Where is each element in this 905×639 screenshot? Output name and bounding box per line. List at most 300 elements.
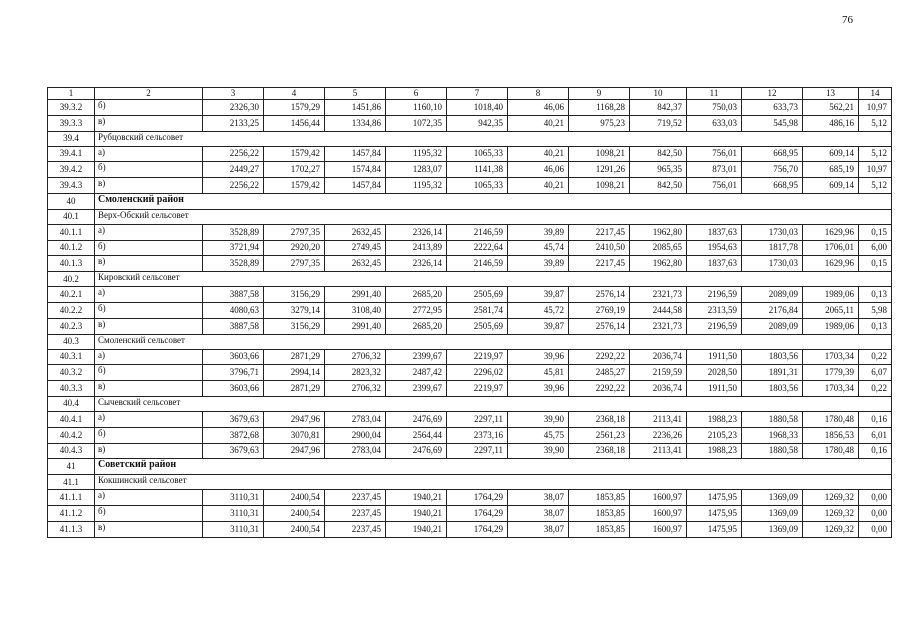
row-variant: б)	[95, 427, 203, 443]
value-cell: 1702,27	[264, 162, 325, 178]
value-cell: 0,16	[859, 411, 892, 427]
value-cell: 2368,18	[569, 411, 630, 427]
value-cell: 3679,63	[203, 411, 264, 427]
value-cell: 39,90	[508, 443, 569, 459]
value-cell: 1018,40	[447, 100, 508, 116]
row-variant: а)	[95, 287, 203, 303]
value-cell: 2871,29	[264, 381, 325, 397]
value-cell: 1283,07	[386, 162, 447, 178]
row-variant: в)	[95, 521, 203, 537]
value-cell: 2237,45	[325, 490, 386, 506]
value-cell: 2487,42	[386, 365, 447, 381]
value-cell: 1098,21	[569, 178, 630, 194]
value-cell: 2920,20	[264, 240, 325, 256]
value-cell: 2797,35	[264, 256, 325, 272]
value-cell: 39,87	[508, 318, 569, 334]
row-variant: а)	[95, 490, 203, 506]
row-variant: б)	[95, 505, 203, 521]
table-row	[48, 349, 892, 365]
value-cell: 2947,96	[264, 443, 325, 459]
value-cell: 2871,29	[264, 349, 325, 365]
value-cell: 3108,40	[325, 302, 386, 318]
value-cell: 2196,59	[687, 287, 742, 303]
value-cell: 1853,85	[569, 490, 630, 506]
value-cell: 2400,54	[264, 505, 325, 521]
value-cell: 2236,26	[630, 427, 687, 443]
column-number: 10	[630, 88, 687, 100]
settlement-row	[48, 209, 892, 224]
value-cell: 1911,50	[687, 349, 742, 365]
value-cell: 1600,97	[630, 505, 687, 521]
value-cell: 2505,69	[447, 318, 508, 334]
row-code: 40.2.1	[48, 287, 95, 303]
settlement-row	[48, 334, 892, 349]
value-cell: 2400,54	[264, 490, 325, 506]
table-row	[48, 240, 892, 256]
value-cell: 2823,32	[325, 365, 386, 381]
value-cell: 38,07	[508, 505, 569, 521]
value-cell: 46,06	[508, 100, 569, 116]
table-row	[48, 490, 892, 506]
value-cell: 2706,32	[325, 381, 386, 397]
value-cell: 2113,41	[630, 443, 687, 459]
value-cell: 1703,34	[803, 349, 859, 365]
value-cell: 3528,89	[203, 256, 264, 272]
value-cell: 1065,33	[447, 146, 508, 162]
value-cell: 1457,84	[325, 146, 386, 162]
value-cell: 2449,27	[203, 162, 264, 178]
value-cell: 1574,84	[325, 162, 386, 178]
value-cell: 668,95	[742, 146, 803, 162]
value-cell: 1880,58	[742, 411, 803, 427]
row-variant: а)	[95, 146, 203, 162]
table-row	[48, 521, 892, 537]
value-cell: 3528,89	[203, 224, 264, 240]
value-cell: 1962,80	[630, 256, 687, 272]
settlement-row	[48, 131, 892, 146]
row-code: 40.1.2	[48, 240, 95, 256]
value-cell: 2685,20	[386, 318, 447, 334]
settlement-row	[48, 475, 892, 490]
value-cell: 2219,97	[447, 349, 508, 365]
district-name: Смоленский район	[95, 193, 892, 209]
value-cell: 1968,33	[742, 427, 803, 443]
value-cell: 842,50	[630, 178, 687, 194]
value-cell: 45,72	[508, 302, 569, 318]
value-cell: 0,15	[859, 256, 892, 272]
value-cell: 3796,71	[203, 365, 264, 381]
row-code: 40.4.1	[48, 411, 95, 427]
value-cell: 1098,21	[569, 146, 630, 162]
table-row	[48, 115, 892, 131]
row-variant: б)	[95, 240, 203, 256]
value-cell: 3279,14	[264, 302, 325, 318]
value-cell: 3156,29	[264, 318, 325, 334]
value-cell: 2769,19	[569, 302, 630, 318]
value-cell: 3721,94	[203, 240, 264, 256]
row-code: 41.1.3	[48, 521, 95, 537]
value-cell: 2292,22	[569, 381, 630, 397]
row-variant: в)	[95, 256, 203, 272]
settlement-name: Смоленский сельсовет	[95, 334, 892, 349]
value-cell: 1369,09	[742, 505, 803, 521]
row-code: 39.4.3	[48, 178, 95, 194]
row-code: 39.4	[48, 131, 95, 146]
table-row	[48, 162, 892, 178]
value-cell: 1730,03	[742, 256, 803, 272]
value-cell: 2146,59	[447, 224, 508, 240]
row-code: 40.3.1	[48, 349, 95, 365]
value-cell: 873,01	[687, 162, 742, 178]
value-cell: 2036,74	[630, 349, 687, 365]
row-variant: в)	[95, 115, 203, 131]
value-cell: 1911,50	[687, 381, 742, 397]
value-cell: 2900,04	[325, 427, 386, 443]
settlement-name: Рубцовский сельсовет	[95, 131, 892, 146]
table-row	[48, 381, 892, 397]
settlement-name: Кокшинский сельсовет	[95, 475, 892, 490]
value-cell: 1475,95	[687, 490, 742, 506]
row-code: 40.4.2	[48, 427, 95, 443]
value-cell: 3679,63	[203, 443, 264, 459]
row-code: 39.4.2	[48, 162, 95, 178]
value-cell: 0,22	[859, 381, 892, 397]
row-variant: в)	[95, 381, 203, 397]
value-cell: 2146,59	[447, 256, 508, 272]
value-cell: 0,00	[859, 505, 892, 521]
settlement-name: Сычевский сельсовет	[95, 396, 892, 411]
value-cell: 5,12	[859, 178, 892, 194]
settlement-name: Верх-Обский сельсовет	[95, 209, 892, 224]
value-cell: 756,01	[687, 146, 742, 162]
value-cell: 1168,28	[569, 100, 630, 116]
value-cell: 4080,63	[203, 302, 264, 318]
value-cell: 1837,63	[687, 224, 742, 240]
value-cell: 2237,45	[325, 505, 386, 521]
value-cell: 3110,31	[203, 521, 264, 537]
table-row	[48, 146, 892, 162]
value-cell: 1456,44	[264, 115, 325, 131]
value-cell: 2444,58	[630, 302, 687, 318]
value-cell: 1764,29	[447, 505, 508, 521]
value-cell: 1600,97	[630, 490, 687, 506]
value-cell: 1269,32	[803, 505, 859, 521]
value-cell: 1475,95	[687, 505, 742, 521]
value-cell: 1940,21	[386, 505, 447, 521]
value-cell: 5,12	[859, 115, 892, 131]
table-row	[48, 256, 892, 272]
value-cell: 0,13	[859, 318, 892, 334]
column-number: 3	[203, 88, 264, 100]
value-cell: 1940,21	[386, 521, 447, 537]
value-cell: 45,81	[508, 365, 569, 381]
value-cell: 1629,96	[803, 224, 859, 240]
row-code: 41.1.2	[48, 505, 95, 521]
column-number: 6	[386, 88, 447, 100]
value-cell: 2476,69	[386, 411, 447, 427]
row-code: 40.4.3	[48, 443, 95, 459]
value-cell: 1764,29	[447, 490, 508, 506]
value-cell: 942,35	[447, 115, 508, 131]
row-variant: б)	[95, 365, 203, 381]
value-cell: 3887,58	[203, 318, 264, 334]
column-number: 7	[447, 88, 508, 100]
value-cell: 2576,14	[569, 318, 630, 334]
value-cell: 1817,78	[742, 240, 803, 256]
value-cell: 756,01	[687, 178, 742, 194]
value-cell: 2685,20	[386, 287, 447, 303]
value-cell: 0,22	[859, 349, 892, 365]
value-cell: 2772,95	[386, 302, 447, 318]
value-cell: 40,21	[508, 178, 569, 194]
value-cell: 842,37	[630, 100, 687, 116]
settlement-row	[48, 272, 892, 287]
value-cell: 1988,23	[687, 411, 742, 427]
value-cell: 1195,32	[386, 178, 447, 194]
value-cell: 2706,32	[325, 349, 386, 365]
column-number: 2	[95, 88, 203, 100]
value-cell: 2413,89	[386, 240, 447, 256]
row-code: 40.1.1	[48, 224, 95, 240]
value-cell: 1160,10	[386, 100, 447, 116]
value-cell: 2991,40	[325, 287, 386, 303]
column-number: 14	[859, 88, 892, 100]
value-cell: 545,98	[742, 115, 803, 131]
value-cell: 2576,14	[569, 287, 630, 303]
value-cell: 2085,65	[630, 240, 687, 256]
value-cell: 46,06	[508, 162, 569, 178]
row-code: 41.1	[48, 475, 95, 490]
value-cell: 2485,27	[569, 365, 630, 381]
value-cell: 1579,42	[264, 146, 325, 162]
row-variant: б)	[95, 100, 203, 116]
row-code: 39.4.1	[48, 146, 95, 162]
value-cell: 1334,86	[325, 115, 386, 131]
value-cell: 39,89	[508, 224, 569, 240]
table-row	[48, 443, 892, 459]
district-row	[48, 459, 892, 475]
value-cell: 2581,74	[447, 302, 508, 318]
row-code: 41	[48, 459, 95, 475]
value-cell: 1779,39	[803, 365, 859, 381]
table-row	[48, 427, 892, 443]
value-cell: 3872,68	[203, 427, 264, 443]
value-cell: 2217,45	[569, 224, 630, 240]
value-cell: 2632,45	[325, 256, 386, 272]
value-cell: 38,07	[508, 490, 569, 506]
value-cell: 5,98	[859, 302, 892, 318]
row-code: 39.3.2	[48, 100, 95, 116]
value-cell: 2237,45	[325, 521, 386, 537]
value-cell: 1141,38	[447, 162, 508, 178]
value-cell: 842,50	[630, 146, 687, 162]
row-variant: в)	[95, 318, 203, 334]
value-cell: 1780,48	[803, 443, 859, 459]
value-cell: 2564,44	[386, 427, 447, 443]
value-cell: 2783,04	[325, 443, 386, 459]
value-cell: 1880,58	[742, 443, 803, 459]
value-cell: 562,21	[803, 100, 859, 116]
value-cell: 0,15	[859, 224, 892, 240]
value-cell: 2326,30	[203, 100, 264, 116]
row-code: 40.3.2	[48, 365, 95, 381]
value-cell: 1988,23	[687, 443, 742, 459]
value-cell: 2400,54	[264, 521, 325, 537]
row-variant: а)	[95, 411, 203, 427]
value-cell: 2028,50	[687, 365, 742, 381]
row-code: 40.3	[48, 334, 95, 349]
value-cell: 1457,84	[325, 178, 386, 194]
value-cell: 1853,85	[569, 505, 630, 521]
value-cell: 2505,69	[447, 287, 508, 303]
table-row	[48, 505, 892, 521]
value-cell: 2217,45	[569, 256, 630, 272]
value-cell: 1989,06	[803, 318, 859, 334]
value-cell: 2036,74	[630, 381, 687, 397]
value-cell: 5,12	[859, 146, 892, 162]
value-cell: 3156,29	[264, 287, 325, 303]
row-code: 40.2	[48, 272, 95, 287]
value-cell: 2219,97	[447, 381, 508, 397]
value-cell: 10,97	[859, 162, 892, 178]
column-number: 8	[508, 88, 569, 100]
value-cell: 2065,11	[803, 302, 859, 318]
value-cell: 1475,95	[687, 521, 742, 537]
table-row	[48, 411, 892, 427]
tariff-table	[47, 87, 892, 538]
value-cell: 1780,48	[803, 411, 859, 427]
value-cell: 2089,09	[742, 287, 803, 303]
value-cell: 2321,73	[630, 318, 687, 334]
value-cell: 2783,04	[325, 411, 386, 427]
value-cell: 1579,42	[264, 178, 325, 194]
row-code: 41.1.1	[48, 490, 95, 506]
row-code: 40.1.3	[48, 256, 95, 272]
row-variant: а)	[95, 224, 203, 240]
value-cell: 45,75	[508, 427, 569, 443]
value-cell: 0,13	[859, 287, 892, 303]
value-cell: 1269,32	[803, 490, 859, 506]
value-cell: 1369,09	[742, 490, 803, 506]
row-variant: а)	[95, 349, 203, 365]
value-cell: 6,01	[859, 427, 892, 443]
value-cell: 2297,11	[447, 443, 508, 459]
value-cell: 750,03	[687, 100, 742, 116]
value-cell: 2991,40	[325, 318, 386, 334]
value-cell: 2292,22	[569, 349, 630, 365]
value-cell: 2632,45	[325, 224, 386, 240]
value-cell: 45,74	[508, 240, 569, 256]
column-number: 12	[742, 88, 803, 100]
value-cell: 3110,31	[203, 505, 264, 521]
value-cell: 3603,66	[203, 349, 264, 365]
table-row	[48, 287, 892, 303]
value-cell: 1579,29	[264, 100, 325, 116]
value-cell: 668,95	[742, 178, 803, 194]
value-cell: 975,23	[569, 115, 630, 131]
value-cell: 2326,14	[386, 224, 447, 240]
value-cell: 2326,14	[386, 256, 447, 272]
value-cell: 2105,23	[687, 427, 742, 443]
value-cell: 10,97	[859, 100, 892, 116]
value-cell: 2133,25	[203, 115, 264, 131]
value-cell: 1451,86	[325, 100, 386, 116]
value-cell: 2256,22	[203, 178, 264, 194]
table-row	[48, 365, 892, 381]
value-cell: 1269,32	[803, 521, 859, 537]
value-cell: 1730,03	[742, 224, 803, 240]
value-cell: 2159,59	[630, 365, 687, 381]
row-variant: в)	[95, 443, 203, 459]
table-row	[48, 302, 892, 318]
value-cell: 2994,14	[264, 365, 325, 381]
value-cell: 2410,50	[569, 240, 630, 256]
column-number: 4	[264, 88, 325, 100]
value-cell: 2476,69	[386, 443, 447, 459]
row-code: 39.3.3	[48, 115, 95, 131]
value-cell: 1853,85	[569, 521, 630, 537]
value-cell: 633,73	[742, 100, 803, 116]
row-code: 40.4	[48, 396, 95, 411]
page-number: 76	[842, 14, 853, 26]
value-cell: 2321,73	[630, 287, 687, 303]
value-cell: 0,00	[859, 521, 892, 537]
value-cell: 2089,09	[742, 318, 803, 334]
value-cell: 2797,35	[264, 224, 325, 240]
row-code: 40.3.3	[48, 381, 95, 397]
value-cell: 1065,33	[447, 178, 508, 194]
value-cell: 0,16	[859, 443, 892, 459]
value-cell: 2947,96	[264, 411, 325, 427]
value-cell: 2222,64	[447, 240, 508, 256]
value-cell: 2196,59	[687, 318, 742, 334]
table-row	[48, 178, 892, 194]
value-cell: 38,07	[508, 521, 569, 537]
value-cell: 1369,09	[742, 521, 803, 537]
row-variant: б)	[95, 162, 203, 178]
value-cell: 486,16	[803, 115, 859, 131]
row-variant: б)	[95, 302, 203, 318]
value-cell: 1703,34	[803, 381, 859, 397]
value-cell: 0,00	[859, 490, 892, 506]
value-cell: 2399,67	[386, 349, 447, 365]
value-cell: 685,19	[803, 162, 859, 178]
value-cell: 2561,23	[569, 427, 630, 443]
value-cell: 1891,31	[742, 365, 803, 381]
value-cell: 40,21	[508, 146, 569, 162]
value-cell: 1706,01	[803, 240, 859, 256]
value-cell: 39,87	[508, 287, 569, 303]
value-cell: 3070,81	[264, 427, 325, 443]
value-cell: 1989,06	[803, 287, 859, 303]
value-cell: 2368,18	[569, 443, 630, 459]
value-cell: 633,03	[687, 115, 742, 131]
value-cell: 1600,97	[630, 521, 687, 537]
value-cell: 1954,63	[687, 240, 742, 256]
value-cell: 1803,56	[742, 381, 803, 397]
value-cell: 39,96	[508, 381, 569, 397]
settlement-row	[48, 396, 892, 411]
value-cell: 609,14	[803, 178, 859, 194]
value-cell: 1764,29	[447, 521, 508, 537]
value-cell: 2113,41	[630, 411, 687, 427]
column-number: 9	[569, 88, 630, 100]
value-cell: 609,14	[803, 146, 859, 162]
value-cell: 1856,53	[803, 427, 859, 443]
table-row	[48, 224, 892, 240]
value-cell: 2399,67	[386, 381, 447, 397]
value-cell: 39,89	[508, 256, 569, 272]
